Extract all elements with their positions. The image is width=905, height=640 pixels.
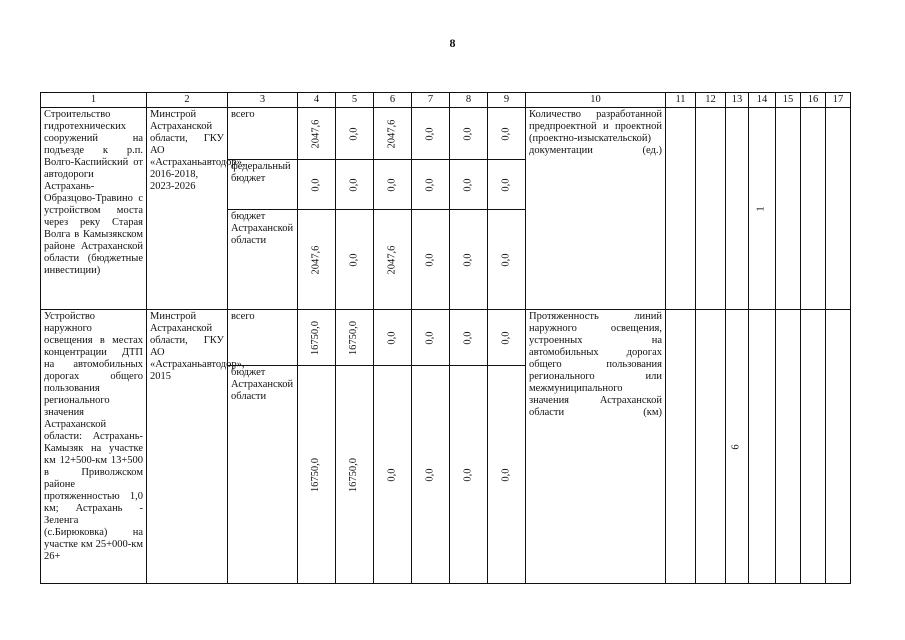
value-cell [488,160,526,210]
value-cell [488,310,526,366]
header-cell: 12 [696,93,726,108]
executor-cell: Минстрой Астраханской области, ГКУ АО «Астраханьавтодор», 2015 [147,310,228,584]
value-cell [412,310,450,366]
value-cell [374,108,412,160]
target-value: 6 [731,443,742,450]
header-cell: 11 [666,93,696,108]
header-cell: 14 [749,93,776,108]
value-cell [374,160,412,210]
source-label: федеральный бюджет [228,160,298,210]
value-cell [336,310,374,366]
executor-cell: Минстрой Астраханской области, ГКУ АО «Астраханьавтодор», 2016-2018, 2023-2026 [147,108,228,310]
value-text: 0,0 [462,252,474,267]
value-text: 0,0 [500,330,512,345]
value-text: 0,0 [500,467,512,482]
empty-cell [696,108,726,310]
value-text: 2047,6 [310,245,322,274]
value-text: 0,0 [386,467,398,482]
empty-cell [801,310,826,584]
header-cell: 13 [726,93,749,108]
value-cell [450,310,488,366]
value-text: 0,0 [462,177,474,192]
indicator-cell: Протяженность линий наружного освещения, устроенных на автомобильных дорогах общего пользования регионального или межмуниципального значения Астраханской области (км) [526,310,666,584]
table-row [41,108,851,160]
value-cell [336,108,374,160]
value-cell [450,108,488,160]
empty-cell [666,310,696,584]
source-label: бюджет Астраханской области [228,366,298,584]
header-cell: 5 [336,93,374,108]
table-row [41,310,851,366]
value-cell [412,366,450,584]
header-cell: 2 [147,93,228,108]
value-text: 0,0 [424,126,436,141]
header-cell: 17 [826,93,851,108]
value-cell [374,310,412,366]
header-cell: 10 [526,93,666,108]
header-cell: 9 [488,93,526,108]
value-cell [374,210,412,310]
value-cell [298,160,336,210]
value-text: 2047,6 [386,245,398,274]
source-label: всего [228,108,298,160]
header-cell: 7 [412,93,450,108]
value-text: 0,0 [500,252,512,267]
empty-cell [776,310,801,584]
value-text: 16750,0 [348,320,360,355]
value-text: 0,0 [500,177,512,192]
empty-cell [826,310,851,584]
value-text: 16750,0 [310,457,322,492]
value-text: 0,0 [462,467,474,482]
page-number: 8 [449,36,456,50]
empty-cell [666,108,696,310]
value-text: 16750,0 [348,457,360,492]
value-text: 16750,0 [310,320,322,355]
value-cell [488,366,526,584]
value-cell [450,160,488,210]
value-text: 0,0 [500,126,512,141]
header-cell: 6 [374,93,412,108]
value-cell [336,366,374,584]
value-cell [298,310,336,366]
empty-cell [696,310,726,584]
value-text: 0,0 [348,252,360,267]
value-cell [374,366,412,584]
value-text: 0,0 [424,177,436,192]
value-text: 0,0 [424,467,436,482]
value-cell [488,108,526,160]
value-cell [412,210,450,310]
value-cell [450,366,488,584]
program-table [40,92,851,584]
header-cell: 4 [298,93,336,108]
measure-name: Строительство гидротехнических сооружений на подъезде к р.п. Волго-Каспийский от автодороги Астрахань-Образцово-Травино с устройством моста через реку Старая Волга в Камызякском районе Астраханской области (бюджетные инвестиции) [41,108,147,310]
value-text: 0,0 [462,330,474,345]
value-text: 0,0 [348,126,360,141]
value-cell [336,160,374,210]
measure-name: Устройство наружного освещения в местах концентрации ДТП на автомобильных дорогах общего пользования регионального значения Астраханской области: Астрахань-Камызяк на участке км 12+500-км 13+500 в Приволжском районе протяженностью 1,0 км; Астрахань - Зеленга (с.Бирюковка) на участке км 25+000-км 26+ [41,310,147,584]
indicator-cell: Количество разработанной предпроектной и проектной (проектно-изыскательской) документации (ед.) [526,108,666,310]
value-cell [298,108,336,160]
empty-cell [826,108,851,310]
header-cell: 1 [41,93,147,108]
header-cell: 16 [801,93,826,108]
value-text: 0,0 [424,330,436,345]
value-text: 0,0 [386,177,398,192]
value-text: 0,0 [386,330,398,345]
header-cell: 8 [450,93,488,108]
empty-cell [749,310,776,584]
value-cell [336,210,374,310]
value-cell [450,210,488,310]
value-text: 0,0 [348,177,360,192]
value-cell [412,160,450,210]
value-cell [298,210,336,310]
value-text: 0,0 [310,177,322,192]
value-cell [488,210,526,310]
value-text: 2047,6 [310,119,322,148]
header-row [41,93,851,108]
target-value-cell [749,108,776,310]
source-label: всего [228,310,298,366]
target-value-cell [726,310,749,584]
source-label: бюджет Астраханской области [228,210,298,310]
header-cell: 15 [776,93,801,108]
value-cell [298,366,336,584]
empty-cell [776,108,801,310]
value-cell [412,108,450,160]
target-value: 1 [756,205,767,212]
value-text: 0,0 [424,252,436,267]
value-text: 0,0 [462,126,474,141]
empty-cell [726,108,749,310]
value-text: 2047,6 [386,119,398,148]
header-cell: 3 [228,93,298,108]
empty-cell [801,108,826,310]
